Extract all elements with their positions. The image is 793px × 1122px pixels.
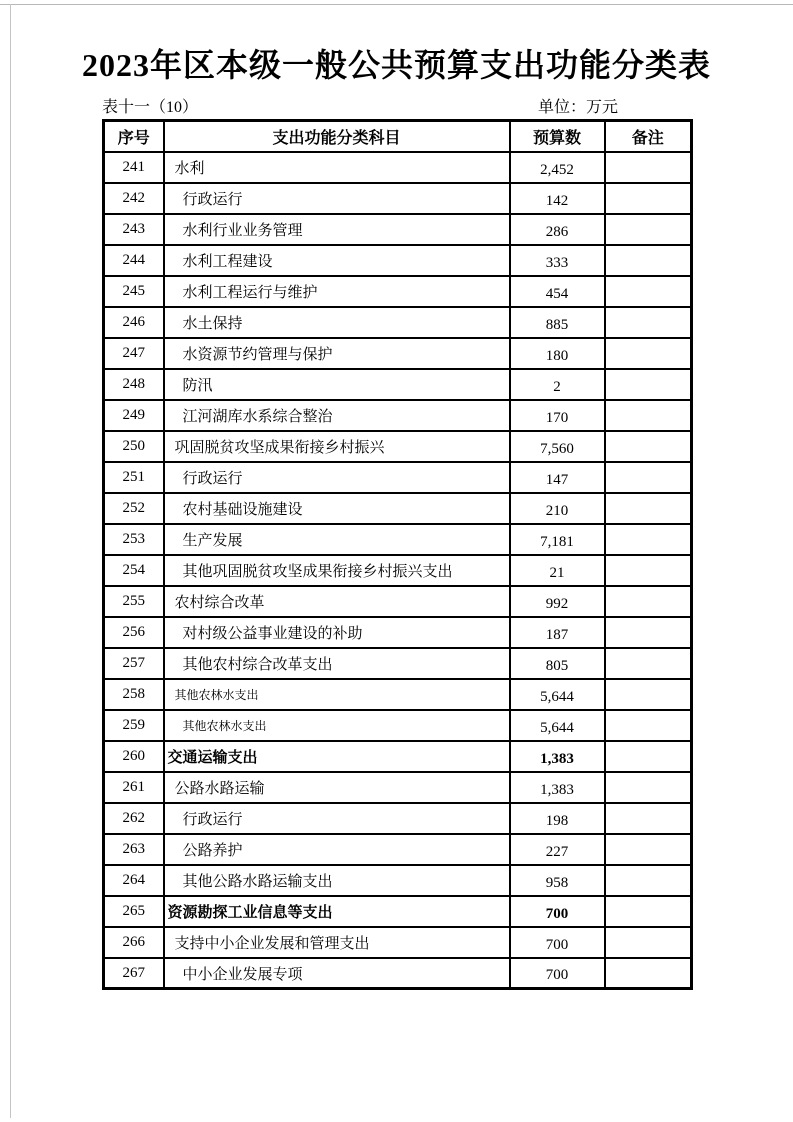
table-row [104, 958, 692, 989]
unit-label: 单位：万元 [537, 99, 618, 117]
row-budget-cell: 227 [510, 834, 605, 865]
row-note-cell [605, 927, 692, 958]
page-title: 2023年区本级一般公共预算支出功能分类表 [81, 47, 711, 83]
row-category-cell: 行政运行 [164, 803, 510, 834]
row-index-cell: 250 [104, 431, 164, 462]
row-category-cell: 其他公路水路运输支出 [164, 865, 510, 896]
row-index-cell: 262 [104, 803, 164, 834]
row-budget-cell: 1,383 [510, 741, 605, 772]
row-category-cell: 资源勘探工业信息等支出 [164, 896, 510, 927]
row-budget-cell: 700 [510, 896, 605, 927]
row-category-cell: 行政运行 [164, 462, 510, 493]
row-category-cell: 公路养护 [164, 834, 510, 865]
row-budget-cell: 958 [510, 865, 605, 896]
row-note-cell [605, 183, 692, 214]
row-category-cell: 水利行业业务管理 [164, 214, 510, 245]
table-row [104, 648, 692, 679]
table-row [104, 865, 692, 896]
row-index-cell: 265 [104, 896, 164, 927]
row-budget-cell: 210 [510, 493, 605, 524]
row-note-cell [605, 958, 692, 989]
row-category-cell: 农村综合改革 [164, 586, 510, 617]
row-category-cell: 其他农村综合改革支出 [164, 648, 510, 679]
row-index-cell: 249 [104, 400, 164, 431]
row-index-cell: 255 [104, 586, 164, 617]
row-category-cell: 江河湖库水系综合整治 [164, 400, 510, 431]
row-budget-cell: 2 [510, 369, 605, 400]
row-category-cell: 其他巩固脱贫攻坚成果衔接乡村振兴支出 [164, 555, 510, 586]
row-budget-cell: 992 [510, 586, 605, 617]
header-note: 备注 [605, 121, 692, 152]
row-index-cell: 254 [104, 555, 164, 586]
row-index-cell: 257 [104, 648, 164, 679]
row-note-cell [605, 555, 692, 586]
row-note-cell [605, 307, 692, 338]
row-note-cell [605, 834, 692, 865]
row-index-cell: 253 [104, 524, 164, 555]
row-category-cell: 其他农林水支出 [164, 710, 510, 741]
row-budget-cell: 2,452 [510, 152, 605, 183]
row-note-cell [605, 369, 692, 400]
table-row [104, 276, 692, 307]
header-budget: 预算数 [510, 121, 605, 152]
row-index-cell: 263 [104, 834, 164, 865]
table-row [104, 710, 692, 741]
row-category-cell: 防汛 [164, 369, 510, 400]
row-category-cell: 生产发展 [164, 524, 510, 555]
meta-row [102, 93, 690, 118]
row-category-cell: 水利工程运行与维护 [164, 276, 510, 307]
row-index-cell: 241 [104, 152, 164, 183]
table-row [104, 183, 692, 214]
row-budget-cell: 187 [510, 617, 605, 648]
table-row [104, 927, 692, 958]
row-budget-cell: 21 [510, 555, 605, 586]
table-number-label: 表十一（10） [102, 99, 199, 117]
row-category-cell: 对村级公益事业建设的补助 [164, 617, 510, 648]
row-index-cell: 246 [104, 307, 164, 338]
row-note-cell [605, 462, 692, 493]
row-note-cell [605, 648, 692, 679]
row-category-cell: 公路水路运输 [164, 772, 510, 803]
row-note-cell [605, 679, 692, 710]
row-budget-cell: 198 [510, 803, 605, 834]
row-index-cell: 256 [104, 617, 164, 648]
row-category-cell: 交通运输支出 [164, 741, 510, 772]
table-row [104, 803, 692, 834]
row-budget-cell: 805 [510, 648, 605, 679]
table-row [104, 555, 692, 586]
row-budget-cell: 885 [510, 307, 605, 338]
row-note-cell [605, 586, 692, 617]
row-note-cell [605, 617, 692, 648]
row-note-cell [605, 865, 692, 896]
row-category-cell: 支持中小企业发展和管理支出 [164, 927, 510, 958]
row-note-cell [605, 803, 692, 834]
table-row [104, 369, 692, 400]
row-index-cell: 248 [104, 369, 164, 400]
header-index: 序号 [104, 121, 164, 152]
row-index-cell: 251 [104, 462, 164, 493]
row-index-cell: 259 [104, 710, 164, 741]
row-index-cell: 258 [104, 679, 164, 710]
row-note-cell [605, 741, 692, 772]
table-row [104, 307, 692, 338]
table-header-row [104, 121, 692, 152]
row-budget-cell: 286 [510, 214, 605, 245]
row-budget-cell: 454 [510, 276, 605, 307]
table-row [104, 896, 692, 927]
scan-artifact-left-line [10, 4, 11, 1118]
row-budget-cell: 5,644 [510, 710, 605, 741]
row-note-cell [605, 493, 692, 524]
row-budget-cell: 180 [510, 338, 605, 369]
row-note-cell [605, 524, 692, 555]
row-budget-cell: 7,560 [510, 431, 605, 462]
row-budget-cell: 700 [510, 927, 605, 958]
row-category-cell: 巩固脱贫攻坚成果衔接乡村振兴 [164, 431, 510, 462]
row-budget-cell: 142 [510, 183, 605, 214]
row-index-cell: 243 [104, 214, 164, 245]
table-row [104, 152, 692, 183]
row-index-cell: 260 [104, 741, 164, 772]
table-row [104, 617, 692, 648]
row-note-cell [605, 245, 692, 276]
table-row [104, 400, 692, 431]
table-row [104, 338, 692, 369]
row-index-cell: 267 [104, 958, 164, 989]
row-index-cell: 266 [104, 927, 164, 958]
table-row [104, 431, 692, 462]
table-row [104, 245, 692, 276]
row-index-cell: 242 [104, 183, 164, 214]
budget-table [102, 119, 693, 990]
row-index-cell: 244 [104, 245, 164, 276]
table-row [104, 772, 692, 803]
row-note-cell [605, 338, 692, 369]
row-category-cell: 其他农林水支出 [164, 679, 510, 710]
row-note-cell [605, 152, 692, 183]
row-category-cell: 行政运行 [164, 183, 510, 214]
row-note-cell [605, 214, 692, 245]
table-row [104, 214, 692, 245]
table-row [104, 679, 692, 710]
row-note-cell [605, 276, 692, 307]
row-note-cell [605, 710, 692, 741]
row-index-cell: 264 [104, 865, 164, 896]
row-note-cell [605, 896, 692, 927]
row-budget-cell: 7,181 [510, 524, 605, 555]
row-index-cell: 245 [104, 276, 164, 307]
row-index-cell: 261 [104, 772, 164, 803]
row-note-cell [605, 772, 692, 803]
row-budget-cell: 1,383 [510, 772, 605, 803]
header-category: 支出功能分类科目 [164, 121, 510, 152]
table-row [104, 524, 692, 555]
row-note-cell [605, 400, 692, 431]
row-category-cell: 农村基础设施建设 [164, 493, 510, 524]
table-row [104, 741, 692, 772]
row-category-cell: 水利 [164, 152, 510, 183]
row-index-cell: 247 [104, 338, 164, 369]
row-budget-cell: 170 [510, 400, 605, 431]
row-budget-cell: 333 [510, 245, 605, 276]
table-row [104, 493, 692, 524]
row-budget-cell: 700 [510, 958, 605, 989]
row-index-cell: 252 [104, 493, 164, 524]
row-note-cell [605, 431, 692, 462]
row-budget-cell: 147 [510, 462, 605, 493]
row-category-cell: 水利工程建设 [164, 245, 510, 276]
table-row [104, 462, 692, 493]
row-category-cell: 中小企业发展专项 [164, 958, 510, 989]
row-budget-cell: 5,644 [510, 679, 605, 710]
row-category-cell: 水土保持 [164, 307, 510, 338]
row-category-cell: 水资源节约管理与保护 [164, 338, 510, 369]
table-row [104, 586, 692, 617]
table-row [104, 834, 692, 865]
scan-artifact-top-line [0, 4, 793, 5]
